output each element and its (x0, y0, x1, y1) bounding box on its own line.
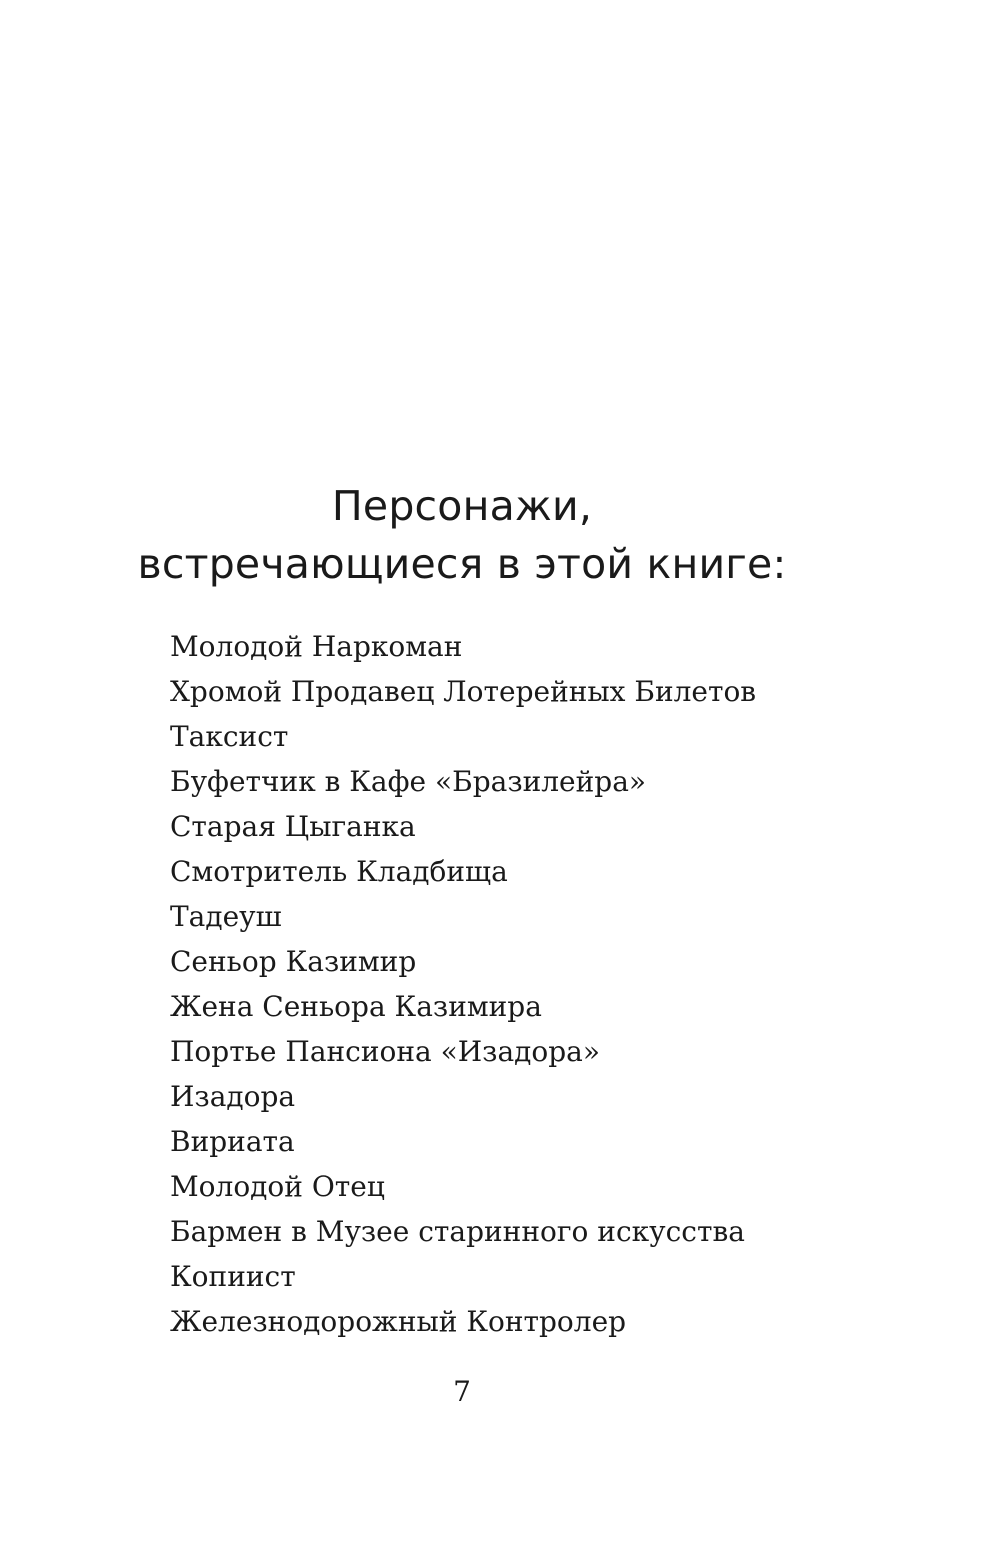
title-line-1: Персонажи, (331, 482, 593, 530)
list-item: Изадора (170, 1080, 296, 1113)
list-item: Сеньор Казимир (170, 945, 417, 978)
list-item: Старая Цыганка (170, 810, 416, 843)
list-item: Хромой Продавец Лотерейных Билетов (170, 675, 757, 708)
list-item: Вириата (170, 1125, 295, 1158)
list-item: Молодой Наркоман (170, 630, 463, 663)
page-title (0, 477, 924, 593)
list-item: Портье Пансиона «Изадора» (170, 1035, 600, 1068)
list-item: Таксист (170, 720, 289, 753)
character-list (170, 624, 930, 1344)
title-line-2: встречающиеся в этой книге: (137, 540, 787, 588)
list-item: Смотритель Кладбища (170, 855, 508, 888)
list-item: Железнодорожный Контролер (170, 1305, 627, 1338)
list-item: Молодой Отец (170, 1170, 385, 1203)
list-item: Жена Сеньора Казимира (170, 990, 542, 1023)
list-item: Буфетчик в Кафе «Бразилейра» (170, 765, 647, 798)
page-number: 7 (453, 1375, 471, 1408)
list-item: Бармен в Музее старинного искусства (170, 1215, 745, 1248)
list-item: Тадеуш (170, 900, 282, 933)
list-item: Копиист (170, 1260, 296, 1293)
